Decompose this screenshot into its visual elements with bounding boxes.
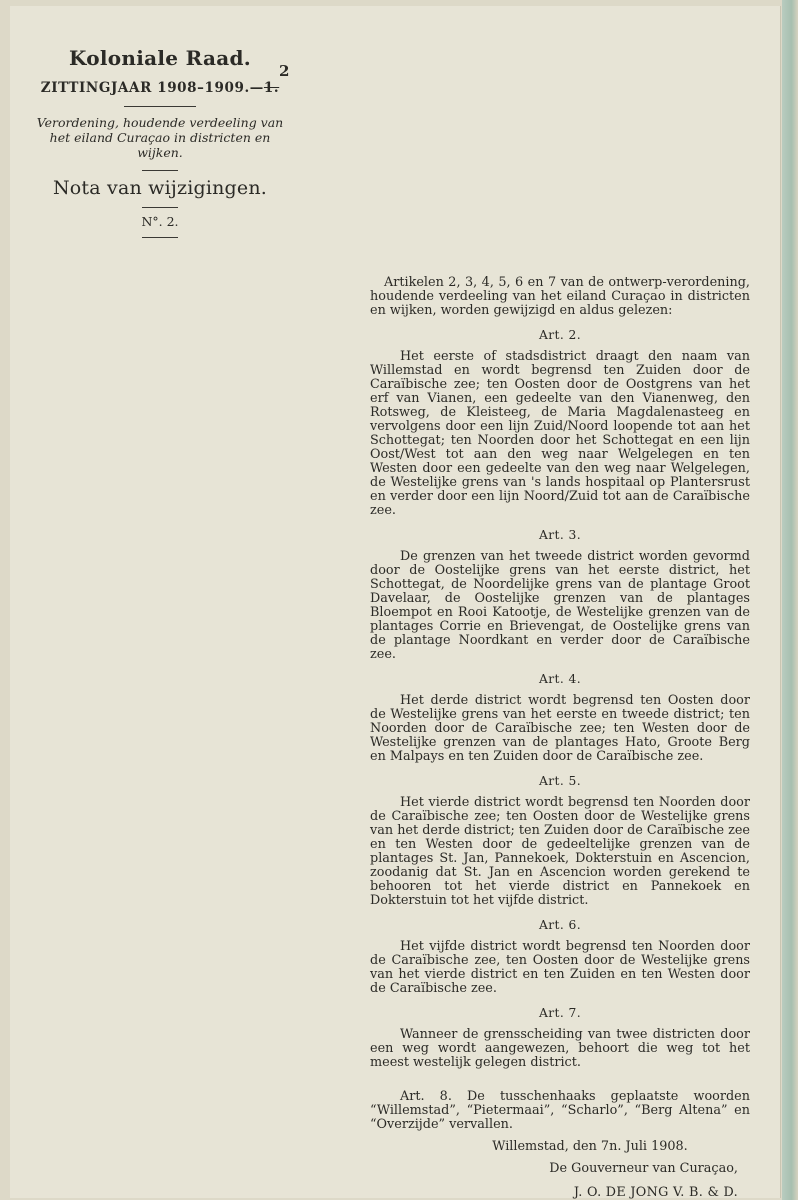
divider [142,170,178,171]
session-label: ZITTINGJAAR 1908–1909.— [40,80,264,96]
article-heading: Art. 2. [538,328,582,342]
article-text: Het vierde district wordt begrensd ten Noorden door de Caraïbische zee; ten Oosten door de Westelijke grens van het derde district; ten Zuiden door de Caraïbische zee en ten Westen door de gedeeltelijke grenzen van de plantages St. Jan, Pannekoek, Dokterstuin en Ascencion, zoodanig dat St. Jan en Ascencion worden gerekend te behooren tot het vierde district en Pannekoek en Dokterstuin tot het vijfde district. [370,795,750,908]
article-6 [370,918,750,996]
article-heading: Art. 7. [538,1006,582,1020]
article-text: Het vijfde district wordt begrensd ten Noorden door de Caraïbische zee, ten Oosten door de Westelijke grens van het vierde district en ten Zuiden en ten Westen door de Caraïbische zee. [370,939,750,996]
article-3 [370,528,750,662]
article-5 [370,774,750,908]
document-subject: Verordening, houdende verdeeling van het eiland Curaçao in districten en wijken. [36,115,284,160]
article-heading: Art. 6. [538,918,582,932]
article-8-paragraph: Art. 8. De tusschenhaaks geplaatste woorden “Willemstad”, “Pietermaai”, “Scharlo”, “Berg Altena” en “Overzijde” vervallen. [370,1089,750,1132]
article-7 [370,1006,750,1070]
article-4 [370,672,750,764]
intro-paragraph: Artikelen 2, 3, 4, 5, 6 en 7 van de ontwerp-verordening, houdende verdeeling van het eiland Curaçao in districten en wijken, worden gewijzigd en aldus gelezen: [370,275,750,318]
article-2 [370,328,750,518]
article-text: Het eerste of stadsdistrict draagt den naam van Willemstad en wordt begrensd ten Zuiden door de Caraïbische zee; ten Oosten door de Oostgrens van het erf van Vianen, een gedeelte van den Vianenweg, den Rotsweg, de Kleisteeg, de Maria Magdalenasteeg en vervolgens door een lijn Zuid/Noord loopende tot aan het Schottegat; ten Noorden door het Schottegat en een lijn Oost/West tot aan den weg naar Welgelegen en ten Westen door een gedeelte van den weg naar Welgelegen, de Westelijke grens van 's lands hospitaal op Plantersrust en verder door een lijn Noord/Zuid tot aan de Caraïbische zee. [370,349,750,518]
divider [124,106,196,107]
page-edge [782,0,798,1200]
divider [142,207,178,208]
session-number-correction: 2 [278,62,290,80]
article-text: Wanneer de grensscheiding van twee districten door een weg wordt aangewezen, behoort die weg tot het meest westelijk gelegen district. [370,1027,750,1070]
council-title: Koloniale Raad. [68,46,252,70]
session-year [32,62,290,96]
article-text: Het derde district wordt begrensd ten Oosten door de Westelijke grens van het eerste en tweede district; ten Noorden door de Caraïbische zee; ten Westen door de Westelijke grenzen van de plantages Hato, Groote Berg en Malpays en ten Zuiden door de Caraïbische zee. [370,693,750,764]
signature-name: J. O. DE JONG V. B. & D. [573,1185,738,1200]
document-body [370,276,750,1200]
document-header [32,46,288,238]
session-number-struck: 1. [263,80,280,96]
article-text: De grenzen van het tweede district worden gevormd door de Oostelijke grens van het eerste district, het Schottegat, de Noordelijke grens van de plantage Groot Davelaar, de Oostelijke grenzen van de plantages Bloempot en Rooi Katootje, de Westelijke grenzen van de plantages Corrie en Brievengat, de Oostelijke grens van de plantage Noordkant en verder door de Caraïbische zee. [370,549,750,662]
place-date: Willemstad, den 7n. Juli 1908. [492,1139,688,1154]
document-page [10,6,781,1198]
article-heading: Art. 3. [538,528,582,542]
divider [142,237,178,238]
article-heading: Art. 4. [538,672,582,686]
governor-title: De Gouverneur van Curaçao, [549,1161,738,1176]
article-heading: Art. 5. [538,774,582,788]
document-number: N°. 2. [141,214,179,229]
document-type: Nota van wijzigingen. [52,177,268,199]
